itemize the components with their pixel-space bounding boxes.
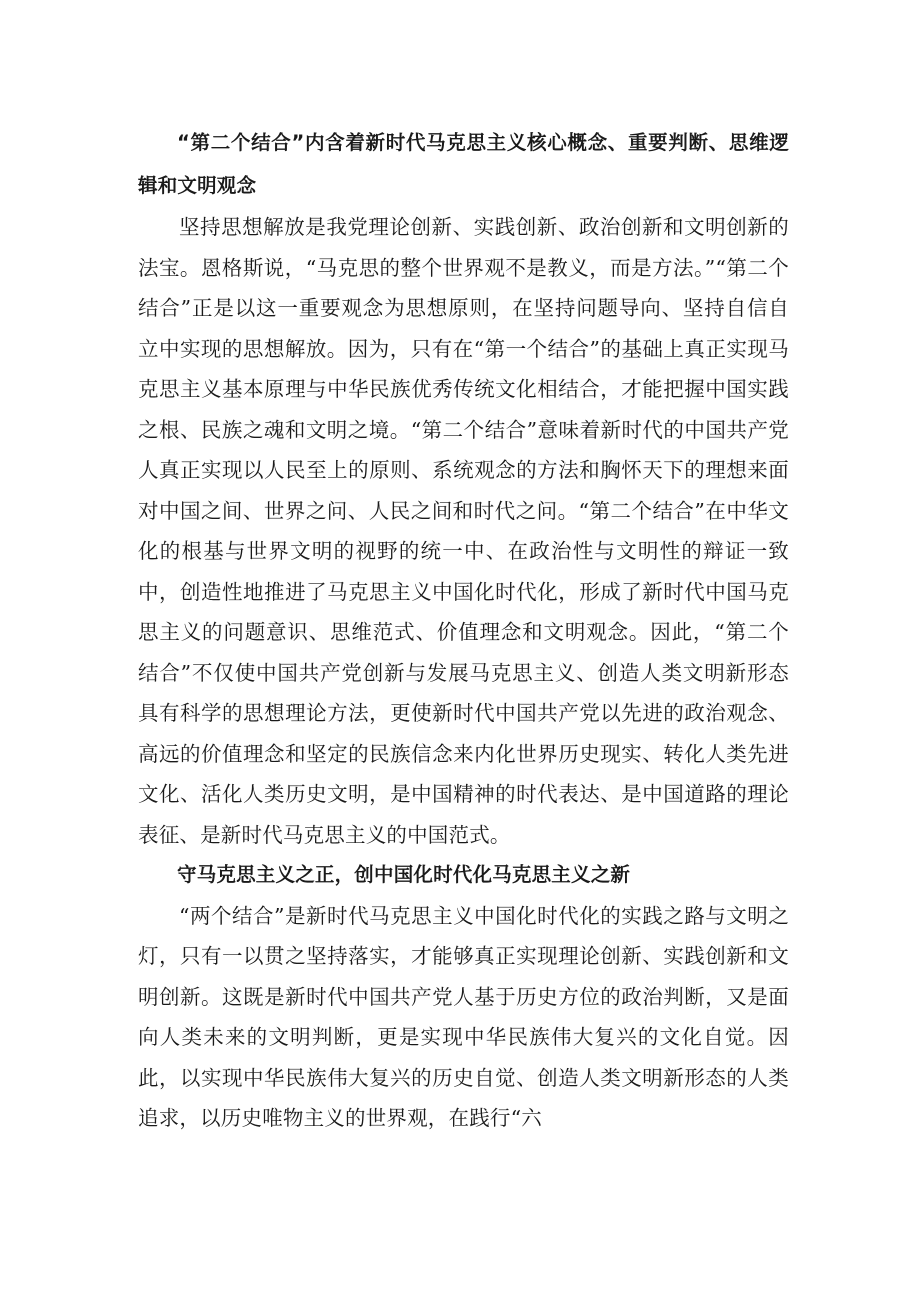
section-heading-uphold-and-innovate: 守马克思主义之正，创中国化时代化马克思主义之新	[177, 863, 631, 886]
document-body	[138, 121, 789, 1139]
section-heading-second-integration: “第二个结合”内含着新时代马克思主义核心概念、重要判断、思维逻辑和文明观念	[138, 131, 789, 197]
body-paragraph-two-integrations: “两个结合”是新时代马克思主义中国化时代化的实践之路与文明之灯，只有一以贯之坚持落实，才能够真正实现理论创新、实践创新和文明创新。这既是新时代中国共产党人基于历史方位的政治判断，又是面向人类未来的文明判断，更是实现中华民族伟大复兴的文化自觉。因此，以实现中华民族伟大复兴的历史自觉、创造人类文明新形态的人类追求，以历史唯物主义的世界观，在践行“六	[138, 903, 789, 1130]
body-paragraph-thought-liberation: 坚持思想解放是我党理论创新、实践创新、政治创新和文明创新的法宝。恩格斯说，“马克思的整个世界观不是教义，而是方法。”“第二个结合”正是以这一重要观念为思想原则，在坚持问题导向、坚持自信自立中实现的思想解放。因为，只有在“第一个结合”的基础上真正实现马克思主义基本原理与中华民族优秀传统文化相结合，才能把握中国实践之根、民族之魂和文明之境。“第二个结合”意味着新时代的中国共产党人真正实现以人民至上的原则、系统观念的方法和胸怀天下的理想来面对中国之间、世界之问、人民之间和时代之问。“第二个结合”在中华文化的根基与世界文明的视野的统一中、在政治性与文明性的辩证一致中，创造性地推进了马克思主义中国化时代化，形成了新时代中国马克思主义的问题意识、思维范式、价值理念和文明观念。因此，“第二个结合”不仅使中国共产党创新与发展马克思主义、创造人类文明新形态具有科学的思想理论方法，更使新时代中国共产党以先进的政治观念、高远的价值理念和坚定的民族信念来内化世界历史现实、转化人类先进文化、活化人类历史文明，是中国精神的时代表达、是中国道路的理论表征、是新时代马克思主义的中国范式。	[138, 215, 789, 847]
